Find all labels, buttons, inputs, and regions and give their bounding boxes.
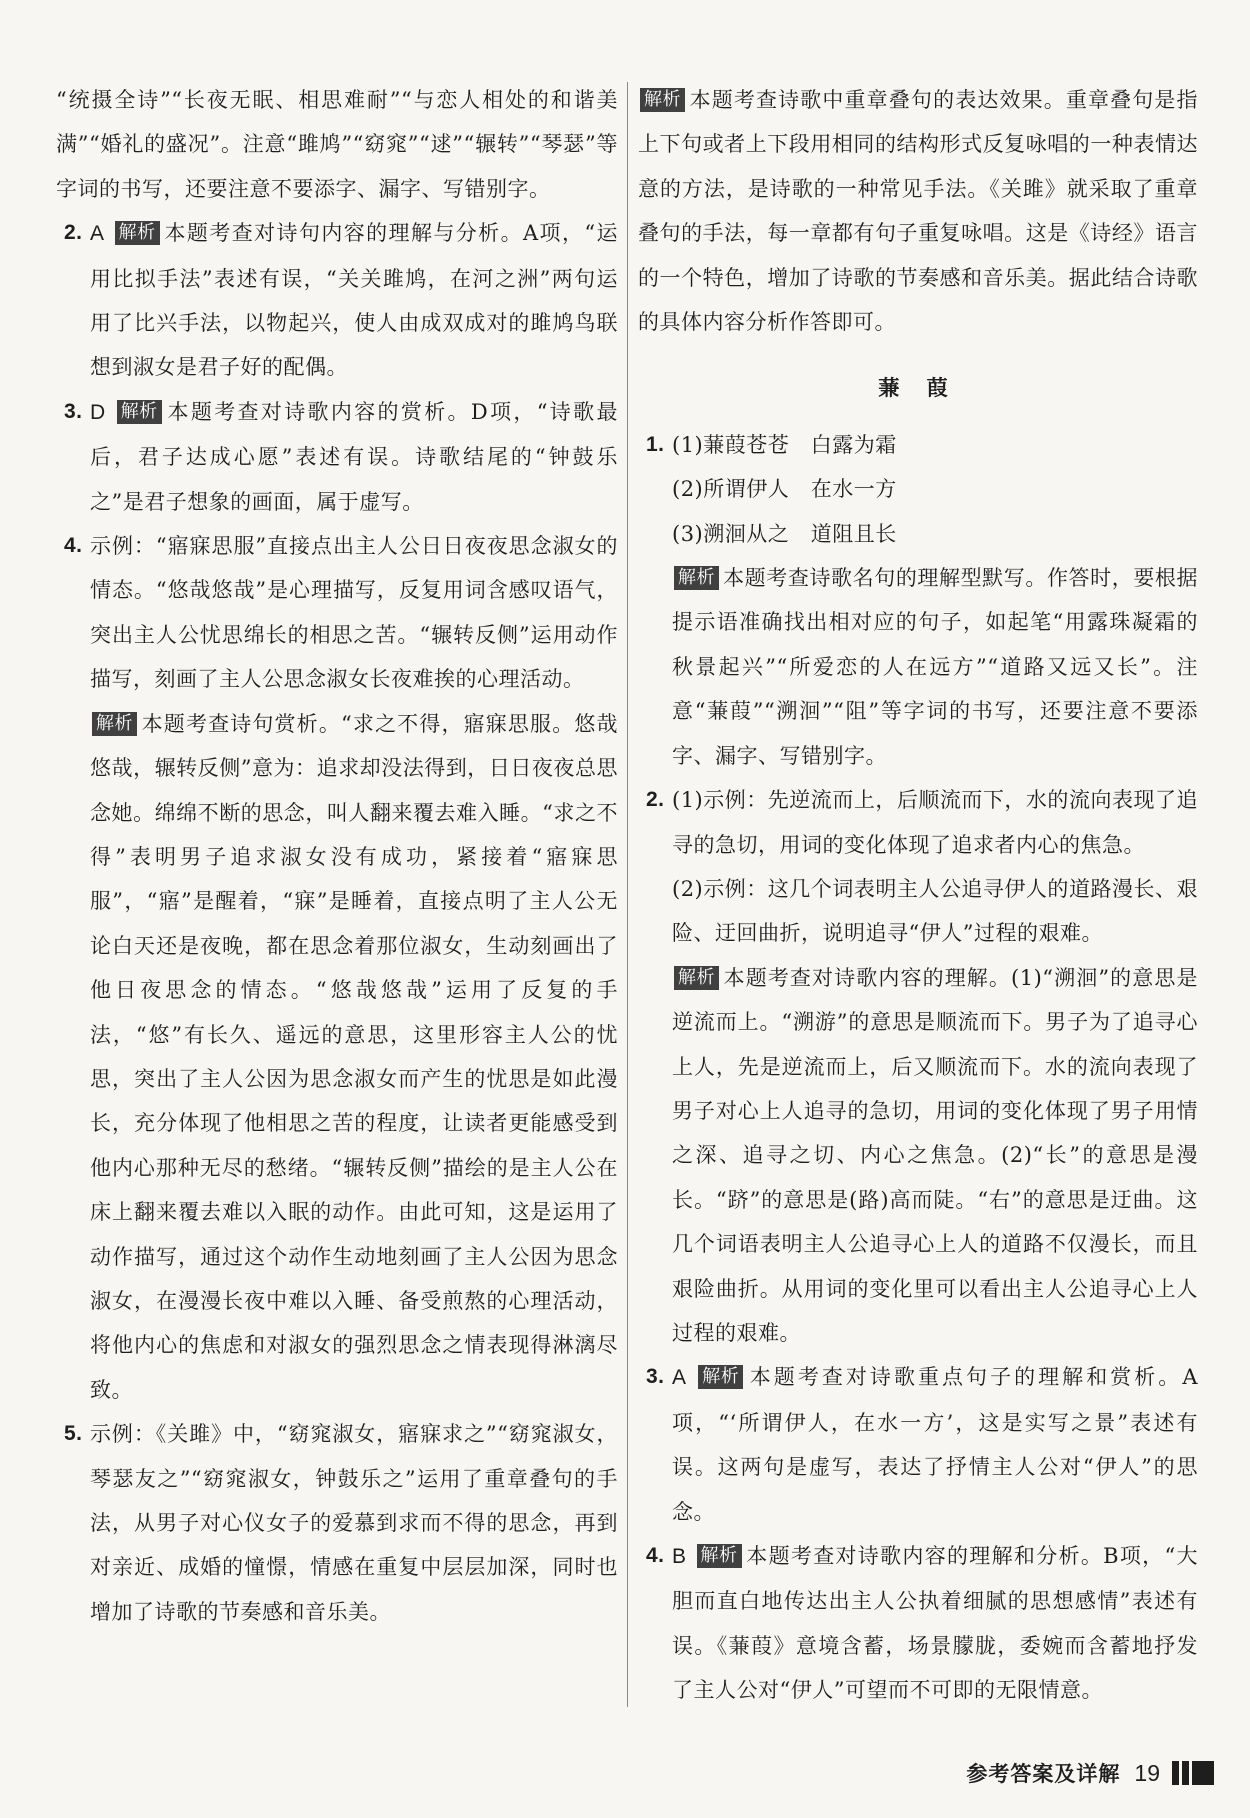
analysis-tag: 解析	[92, 712, 137, 736]
question-4-analysis	[56, 702, 618, 1413]
question-2	[56, 211, 618, 390]
footer-title: 参考答案及详解	[966, 1762, 1121, 1786]
footer-bars-icon	[1172, 1761, 1214, 1785]
answer-line: (2)所谓伊人 在水一方	[672, 477, 897, 502]
question-2-analysis	[638, 956, 1198, 1356]
answer-part: (1)示例：先逆流而上，后顺流而下，水的流向表现了追寻的急切，用词的变化体现了追求者内心的焦急。	[672, 788, 1198, 857]
analysis-tag: 解析	[697, 1544, 742, 1568]
question-1	[638, 423, 1198, 467]
page-footer	[966, 1758, 1214, 1788]
question-number: 4.	[64, 534, 83, 558]
question-4	[56, 524, 618, 702]
analysis-tag: 解析	[640, 88, 685, 112]
question-number: 2.	[646, 788, 665, 812]
question-number: 1.	[646, 432, 665, 456]
column-divider	[627, 82, 628, 1707]
continued-answer: “统摄全诗”“长夜无眠、相思难耐”“与恋人相处的和谐美满”“婚礼的盛况”。注意“雎鸠”“窈窕”“逑”“辗转”“琴瑟”等字词的书写，还要注意不要添字、漏字、写错别字。	[56, 88, 618, 201]
question-4	[638, 1534, 1198, 1713]
answer-text: 示例：《关雎》中，“窈窕淑女，寤寐求之”“窈窕淑女，琴瑟友之”“窈窕淑女，钟鼓乐之”运用了重章叠句的手法，从男子对心仪女子的爱慕到求而不得的思念，再到对亲近、成婚的憧憬，情感在重复中层层加深，同时也增加了诗歌的节奏感和音乐美。	[90, 1422, 618, 1624]
analysis-text: 本题考查对诗歌内容的赏析。D项，“诗歌最后，君子达成心愿”表述有误。诗歌结尾的“钟鼓乐之”是君子想象的画面，属于虚写。	[90, 399, 618, 514]
question-number: 4.	[646, 1544, 665, 1567]
analysis-text: 本题考查诗歌名句的理解型默写。作答时，要根据提示语准确找出相对应的句子，如起笔“用露珠凝霜的秋景起兴”“所爱恋的人在远方”“道路又远又长”。注意“蒹葭”“溯洄”“阻”等字词的书写，还要注意不要添字、漏字、写错别字。	[672, 566, 1198, 768]
analysis-tag: 解析	[115, 221, 160, 245]
continued-analysis	[638, 78, 1198, 344]
analysis-tag: 解析	[674, 966, 719, 990]
analysis-text: 本题考查对诗歌重点句子的理解和赏析。A项，“‘所谓伊人，在水一方’，这是实写之景”表述有误。这两句是虚写，表达了抒情主人公对“伊人”的思念。	[672, 1365, 1198, 1524]
question-2	[638, 778, 1198, 867]
analysis-tag: 解析	[674, 566, 719, 590]
answer-part: (2)示例：这几个词表明主人公追寻伊人的道路漫长、艰险、迂回曲折，说明追寻“伊人”过程的艰难。	[672, 876, 1198, 946]
question-number: 3.	[64, 399, 83, 423]
answer-letter: A	[90, 222, 105, 246]
question-3	[56, 390, 618, 524]
answer-line: (1)蒹葭苍苍 白露为霜	[672, 432, 897, 457]
answer-letter: B	[672, 1545, 687, 1568]
answer-letter: D	[90, 400, 106, 424]
analysis-text: 本题考查诗句赏析。“求之不得，寤寐思服。悠哉悠哉，辗转反侧”意为：追求却没法得到，日日夜夜总思念她。绵绵不断的思念，叫人翻来覆去难入睡。“求之不得”表明男子追求淑女没有成功，紧接着“寤寐思服”，“寤”是醒着，“寐”是睡着，直接点明了主人公无论白天还是夜晚，都在思念着那位淑女，生动刻画出了他日夜思念的情态。“悠哉悠哉”运用了反复的手法，“悠”有长久、遥远的意思，这里形容主人公的忧思，突出了主人公因为思念淑女而产生的忧思是如此漫长，充分体现了他相思之苦的程度，让读者更能感受到他内心那种无尽的愁绪。“辗转反侧”描绘的是主人公在床上翻来覆去难以入眠的动作。由此可知，这是运用了动作描写，通过这个动作生动地刻画了主人公因为思念淑女，在漫漫长夜中难以入睡、备受煎熬的心理活动，将他内心的焦虑和对淑女的强烈思念之情表现得淋漓尽致。	[90, 711, 618, 1402]
answer-letter: A	[672, 1366, 687, 1390]
analysis-text: 本题考查对诗歌内容的理解。(1)“溯洄”的意思是逆流而上。“溯游”的意思是顺流而下。男子为了追寻心上人，先是逆流而上，后又顺流而下。水的流向表现了男子对心上人追寻的急切，用词的变化体现了男子用情之深、追寻之切、内心之焦急。(2)“长”的意思是漫长。“跻”的意思是(路)高而陡。“右”的意思是迂曲。这几个词语表明主人公追寻心上人的道路不仅漫长，而且艰险曲折。从用词的变化里可以看出主人公追寻心上人过程的艰难。	[672, 965, 1198, 1345]
analysis-text: 本题考查对诗句内容的理解与分析。A项，“运用比拟手法”表述有误，“关关雎鸠，在河之洲”两句运用了比兴手法，以物起兴，使人由成双成对的雎鸠鸟联想到淑女是君子好的配偶。	[90, 221, 618, 380]
question-number: 5.	[64, 1422, 83, 1446]
question-number: 2.	[64, 221, 83, 245]
analysis-tag: 解析	[698, 1365, 743, 1389]
question-1-analysis	[638, 556, 1198, 778]
answer-line: (3)溯洄从之 道阻且长	[672, 521, 897, 546]
right-column	[638, 78, 1198, 1713]
section-title: 蒹 葭	[878, 376, 958, 401]
question-number: 3.	[646, 1365, 665, 1389]
analysis-text: 本题考查诗歌中重章叠句的表达效果。重章叠句是指上下句或者上下段用相同的结构形式反复咏唱的一种表情达意的方法，是诗歌的一种常见手法。《关雎》就采取了重章叠句的手法，每一章都有句子重复咏唱。这是《诗经》语言的一个特色，增加了诗歌的节奏感和音乐美。据此结合诗歌的具体内容分析作答即可。	[638, 88, 1198, 335]
analysis-text: 本题考查对诗歌内容的理解和分析。B项，“大胆而直白地传达出主人公执着细腻的思想感情”表述有误。《蒹葭》意境含蓄，场景朦胧，委婉而含蓄地抒发了主人公对“伊人”可望而不可即的无限情意。	[672, 1544, 1198, 1703]
question-3	[638, 1355, 1198, 1534]
answer-text: 示例：“寤寐思服”直接点出主人公日日夜夜思念淑女的情态。“悠哉悠哉”是心理描写，反复用词含感叹语气，突出主人公忧思绵长的相思之苦。“辗转反侧”运用动作描写，刻画了主人公思念淑女长夜难挨的心理活动。	[90, 534, 618, 692]
page-number: 19	[1134, 1759, 1160, 1786]
question-5	[56, 1412, 618, 1634]
left-column	[56, 78, 618, 1634]
analysis-tag: 解析	[117, 400, 162, 424]
